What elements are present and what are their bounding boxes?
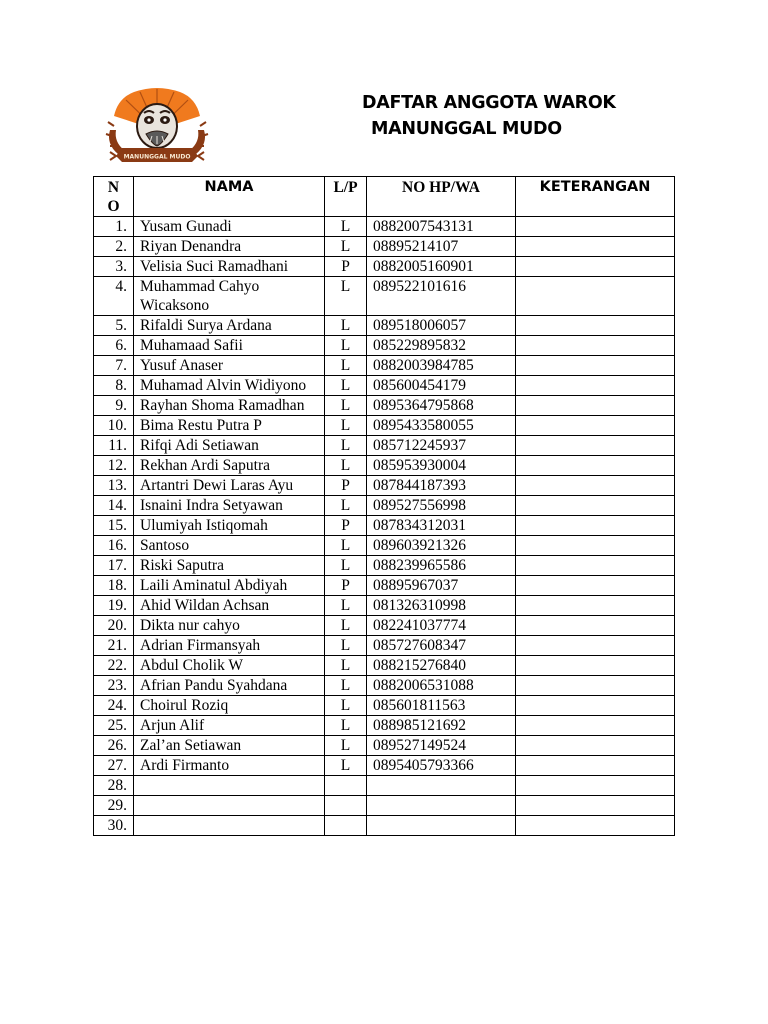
table-row (94, 716, 675, 736)
cell-nama: Bima Restu Putra P (134, 416, 325, 436)
cell-hp: 08895214107 (367, 237, 516, 257)
cell-nama: Laili Aminatul Abdiyah (134, 576, 325, 596)
title-line-2: MANUNGGAL MUDO (371, 119, 562, 139)
cell-hp: 085953930004 (367, 456, 516, 476)
table-row (94, 576, 675, 596)
cell-keterangan (516, 257, 675, 277)
cell-lp: L (325, 656, 367, 676)
cell-lp: L (325, 536, 367, 556)
table-row (94, 756, 675, 776)
cell-nama: Santoso (134, 536, 325, 556)
cell-keterangan (516, 396, 675, 416)
table-row (94, 376, 675, 396)
cell-no: 29. (94, 796, 134, 816)
cell-hp: 081326310998 (367, 596, 516, 616)
cell-nama: Velisia Suci Ramadhani (134, 257, 325, 277)
cell-hp: 085229895832 (367, 336, 516, 356)
cell-keterangan (516, 696, 675, 716)
header-keterangan: KETERANGAN (516, 177, 675, 217)
table-row (94, 616, 675, 636)
cell-hp (367, 816, 516, 836)
cell-lp: L (325, 277, 367, 316)
cell-lp: L (325, 376, 367, 396)
cell-nama: Dikta nur cahyo (134, 616, 325, 636)
cell-keterangan (516, 456, 675, 476)
page-title (340, 90, 660, 142)
cell-no: 10. (94, 416, 134, 436)
cell-lp: L (325, 237, 367, 257)
table-row (94, 277, 675, 316)
table-row (94, 736, 675, 756)
cell-no: 2. (94, 237, 134, 257)
cell-nama: Rekhan Ardi Saputra (134, 456, 325, 476)
cell-keterangan (516, 656, 675, 676)
cell-no: 12. (94, 456, 134, 476)
cell-no: 7. (94, 356, 134, 376)
cell-no: 20. (94, 616, 134, 636)
table-row (94, 816, 675, 836)
cell-nama: Rayhan Shoma Ramadhan (134, 396, 325, 416)
cell-hp (367, 796, 516, 816)
cell-hp: 0895433580055 (367, 416, 516, 436)
cell-keterangan (516, 516, 675, 536)
cell-nama: Rifqi Adi Setiawan (134, 436, 325, 456)
cell-keterangan (516, 217, 675, 237)
cell-keterangan (516, 336, 675, 356)
cell-keterangan (516, 636, 675, 656)
table-row (94, 416, 675, 436)
table-row (94, 676, 675, 696)
cell-lp (325, 776, 367, 796)
cell-keterangan (516, 816, 675, 836)
cell-lp: P (325, 516, 367, 536)
cell-no: 9. (94, 396, 134, 416)
cell-no: 15. (94, 516, 134, 536)
cell-lp: L (325, 356, 367, 376)
cell-no: 1. (94, 217, 134, 237)
cell-nama: Yusam Gunadi (134, 217, 325, 237)
cell-lp: L (325, 396, 367, 416)
cell-lp: P (325, 257, 367, 277)
cell-keterangan (516, 716, 675, 736)
cell-nama: Abdul Cholik W (134, 656, 325, 676)
cell-lp: L (325, 696, 367, 716)
cell-no: 27. (94, 756, 134, 776)
cell-keterangan (516, 476, 675, 496)
cell-lp: L (325, 636, 367, 656)
cell-keterangan (516, 237, 675, 257)
header-nama: NAMA (134, 177, 325, 217)
cell-hp: 087844187393 (367, 476, 516, 496)
table-row (94, 556, 675, 576)
cell-keterangan (516, 556, 675, 576)
table-row (94, 636, 675, 656)
cell-nama: Ahid Wildan Achsan (134, 596, 325, 616)
header-no: N O (94, 177, 134, 217)
cell-keterangan (516, 277, 675, 316)
cell-hp: 085712245937 (367, 436, 516, 456)
cell-lp: L (325, 556, 367, 576)
cell-no: 13. (94, 476, 134, 496)
table-row (94, 696, 675, 716)
cell-nama: Isnaini Indra Setyawan (134, 496, 325, 516)
cell-nama: Muhamad Alvin Widiyono (134, 376, 325, 396)
table-row (94, 476, 675, 496)
cell-no: 26. (94, 736, 134, 756)
cell-hp: 0882003984785 (367, 356, 516, 376)
cell-hp: 089603921326 (367, 536, 516, 556)
table-header-row (94, 177, 675, 217)
cell-no: 23. (94, 676, 134, 696)
cell-hp: 0895405793366 (367, 756, 516, 776)
cell-lp: L (325, 596, 367, 616)
cell-nama: Choirul Roziq (134, 696, 325, 716)
table-row (94, 396, 675, 416)
cell-lp: L (325, 456, 367, 476)
cell-no: 25. (94, 716, 134, 736)
cell-lp: L (325, 416, 367, 436)
cell-no: 6. (94, 336, 134, 356)
cell-nama (134, 776, 325, 796)
cell-nama: Riski Saputra (134, 556, 325, 576)
cell-hp: 0882006531088 (367, 676, 516, 696)
table-row (94, 237, 675, 257)
header-hp: NO HP/WA (367, 177, 516, 217)
cell-no: 21. (94, 636, 134, 656)
cell-hp: 082241037774 (367, 616, 516, 636)
cell-keterangan (516, 756, 675, 776)
cell-no: 8. (94, 376, 134, 396)
cell-no: 19. (94, 596, 134, 616)
cell-keterangan (516, 576, 675, 596)
title-line-1: DAFTAR ANGGOTA WAROK (362, 93, 616, 113)
cell-keterangan (516, 616, 675, 636)
cell-lp: P (325, 576, 367, 596)
cell-keterangan (516, 676, 675, 696)
table-row (94, 796, 675, 816)
cell-lp: L (325, 736, 367, 756)
cell-nama: Arjun Alif (134, 716, 325, 736)
cell-keterangan (516, 736, 675, 756)
cell-no: 14. (94, 496, 134, 516)
cell-hp: 0882007543131 (367, 217, 516, 237)
table-row (94, 596, 675, 616)
cell-no: 28. (94, 776, 134, 796)
cell-keterangan (516, 496, 675, 516)
cell-hp: 088215276840 (367, 656, 516, 676)
cell-hp: 088239965586 (367, 556, 516, 576)
table-row (94, 316, 675, 336)
cell-hp: 089527149524 (367, 736, 516, 756)
cell-keterangan (516, 596, 675, 616)
cell-lp: L (325, 616, 367, 636)
cell-hp: 085601811563 (367, 696, 516, 716)
cell-no: 22. (94, 656, 134, 676)
warok-mask-emblem-icon (104, 86, 210, 168)
cell-hp: 08895967037 (367, 576, 516, 596)
cell-lp: L (325, 756, 367, 776)
cell-keterangan (516, 316, 675, 336)
cell-no: 16. (94, 536, 134, 556)
cell-no: 18. (94, 576, 134, 596)
table-row (94, 776, 675, 796)
cell-lp: L (325, 716, 367, 736)
cell-nama (134, 796, 325, 816)
cell-lp (325, 796, 367, 816)
cell-lp: L (325, 336, 367, 356)
cell-lp: P (325, 476, 367, 496)
header-lp: L/P (325, 177, 367, 217)
cell-no: 30. (94, 816, 134, 836)
table-row (94, 456, 675, 476)
cell-hp: 0895364795868 (367, 396, 516, 416)
cell-no: 17. (94, 556, 134, 576)
table-row (94, 536, 675, 556)
cell-lp: L (325, 676, 367, 696)
cell-hp: 089527556998 (367, 496, 516, 516)
cell-nama: Yusuf Anaser (134, 356, 325, 376)
cell-nama: Riyan Denandra (134, 237, 325, 257)
svg-text:MANUNGGAL MUDO: MANUNGGAL MUDO (123, 153, 191, 161)
cell-keterangan (516, 376, 675, 396)
cell-nama: Ardi Firmanto (134, 756, 325, 776)
cell-no: 11. (94, 436, 134, 456)
cell-nama: Zal’an Setiawan (134, 736, 325, 756)
cell-no: 4. (94, 277, 134, 316)
cell-hp: 088985121692 (367, 716, 516, 736)
cell-nama: Muhammad Cahyo Wicaksono (134, 277, 325, 316)
table-row (94, 257, 675, 277)
table-row (94, 217, 675, 237)
cell-keterangan (516, 796, 675, 816)
cell-nama: Afrian Pandu Syahdana (134, 676, 325, 696)
cell-nama (134, 816, 325, 836)
cell-nama: Rifaldi Surya Ardana (134, 316, 325, 336)
cell-lp: L (325, 316, 367, 336)
table-row (94, 436, 675, 456)
cell-keterangan (516, 356, 675, 376)
table-row (94, 356, 675, 376)
cell-lp (325, 816, 367, 836)
table-row (94, 496, 675, 516)
cell-hp: 087834312031 (367, 516, 516, 536)
cell-no: 3. (94, 257, 134, 277)
cell-keterangan (516, 536, 675, 556)
cell-hp: 089522101616 (367, 277, 516, 316)
member-table (93, 176, 675, 836)
cell-hp: 085727608347 (367, 636, 516, 656)
cell-keterangan (516, 436, 675, 456)
cell-keterangan (516, 776, 675, 796)
cell-nama: Adrian Firmansyah (134, 636, 325, 656)
cell-no: 5. (94, 316, 134, 336)
cell-hp (367, 776, 516, 796)
cell-lp: L (325, 217, 367, 237)
cell-hp: 0882005160901 (367, 257, 516, 277)
cell-nama: Artantri Dewi Laras Ayu (134, 476, 325, 496)
table-row (94, 516, 675, 536)
cell-lp: L (325, 436, 367, 456)
cell-hp: 089518006057 (367, 316, 516, 336)
table-row (94, 336, 675, 356)
table-row (94, 656, 675, 676)
cell-lp: L (325, 496, 367, 516)
cell-hp: 085600454179 (367, 376, 516, 396)
cell-keterangan (516, 416, 675, 436)
cell-no: 24. (94, 696, 134, 716)
cell-nama: Muhamaad Safii (134, 336, 325, 356)
cell-nama: Ulumiyah Istiqomah (134, 516, 325, 536)
